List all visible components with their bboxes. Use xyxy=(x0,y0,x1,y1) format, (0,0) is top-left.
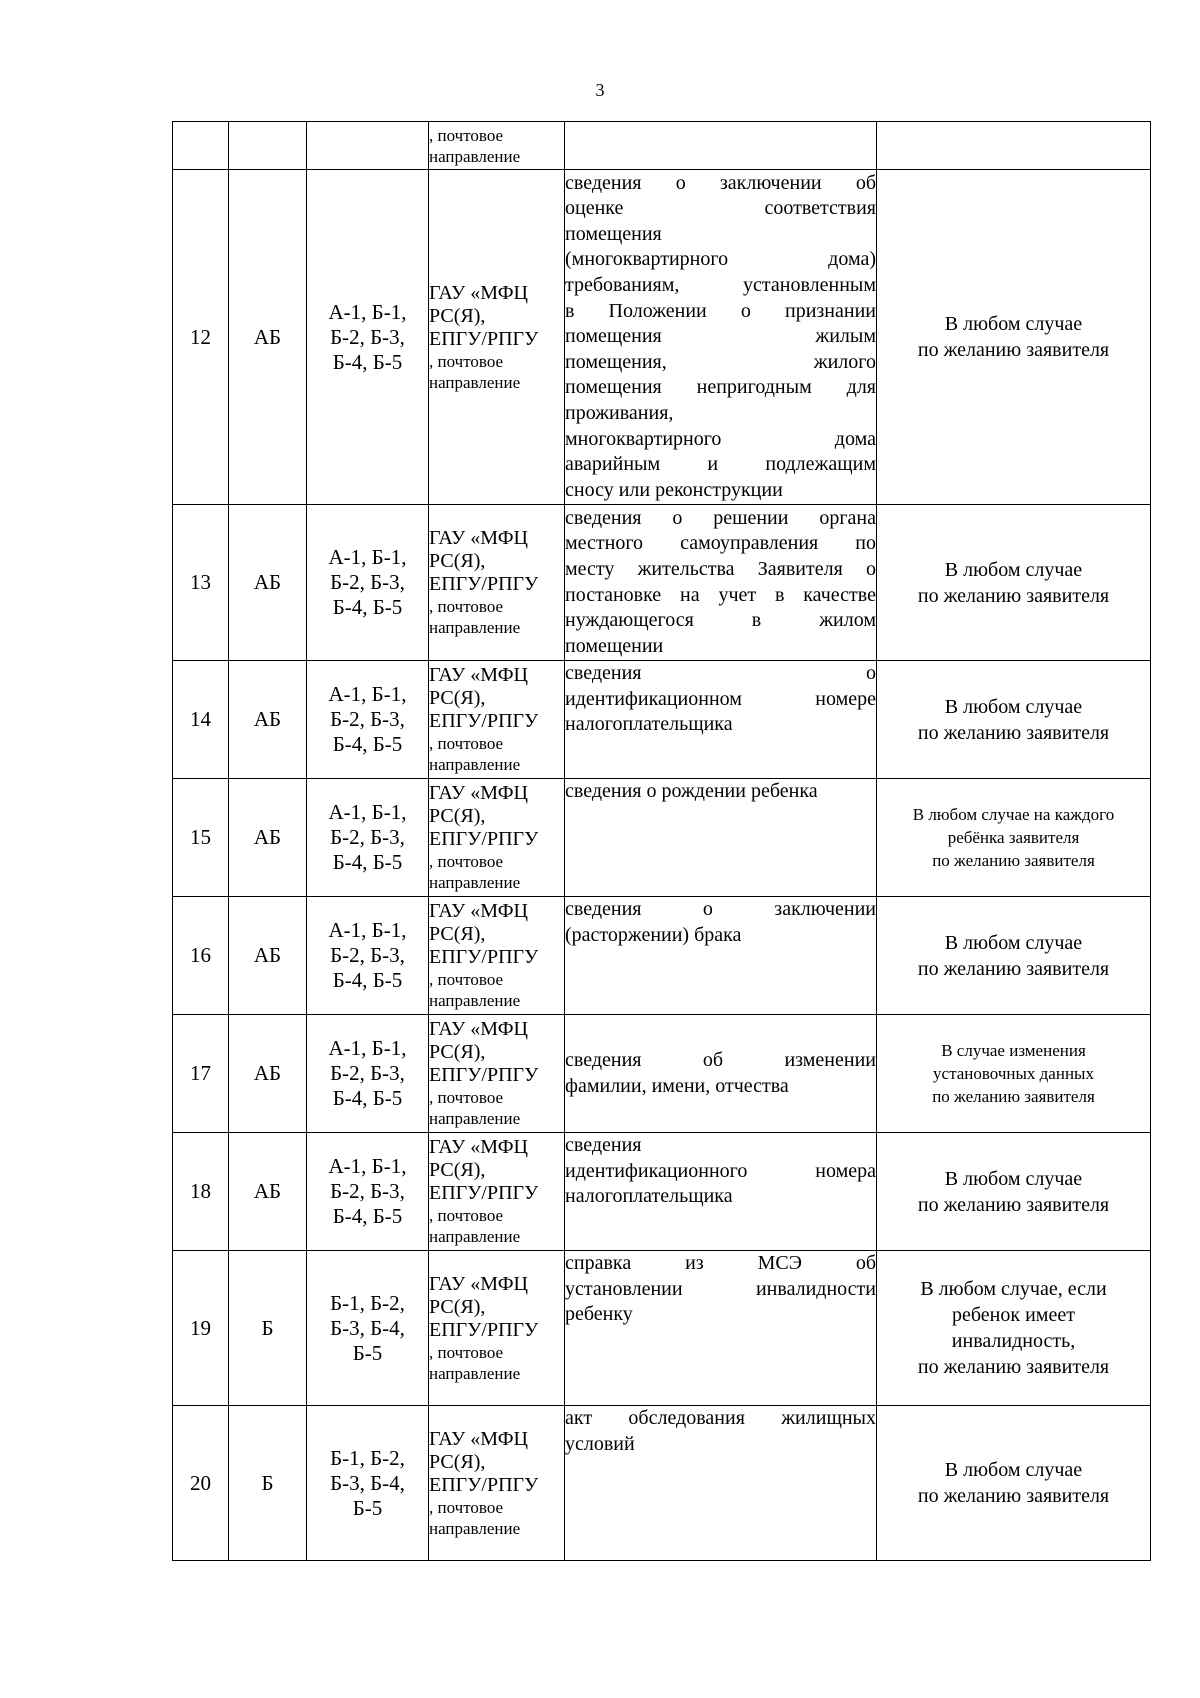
groups-cell xyxy=(307,661,429,779)
page-number: 3 xyxy=(595,80,605,100)
note-line: В любом случае xyxy=(944,1167,1083,1190)
groups-cell xyxy=(307,1133,429,1251)
note-cell xyxy=(877,505,1151,661)
table-row xyxy=(173,897,1151,1015)
source-cell xyxy=(429,661,565,779)
description-line: постановке на учет в качестве xyxy=(565,583,876,606)
group-line: А-1, Б-1, xyxy=(328,1154,407,1178)
source-cell xyxy=(429,1015,565,1133)
category-cell: Б xyxy=(229,1406,307,1561)
group-line: Б-2, Б-3, xyxy=(330,943,405,967)
source-line: , почтовое xyxy=(429,852,504,871)
group-line: Б-2, Б-3, xyxy=(330,324,405,349)
source-line: , почтовое xyxy=(429,1206,504,1225)
note-cell xyxy=(877,1133,1151,1251)
source-cell xyxy=(429,779,565,897)
group-line: Б-4, Б-5 xyxy=(332,349,403,374)
source-line: направление xyxy=(429,1109,521,1128)
note-line: ребенок имеет xyxy=(952,1304,1075,1326)
description-cell xyxy=(565,505,877,661)
note-line: по желанию заявителя xyxy=(917,584,1110,607)
groups-cell xyxy=(307,122,429,170)
table-row-continuation xyxy=(173,122,1151,170)
description-line: помещения, жилого xyxy=(565,350,876,373)
note-line: В любом случае xyxy=(944,931,1083,954)
source-line: РС(Я), xyxy=(429,304,486,327)
source-cell xyxy=(429,1251,565,1406)
description-line: проживания, xyxy=(565,401,674,424)
source-line: , почтовое xyxy=(429,597,504,616)
description-line: помещении xyxy=(565,634,664,657)
source-line: , почтовое xyxy=(429,125,504,145)
description-line: налогоплательщика xyxy=(565,1185,733,1208)
table-row xyxy=(173,1015,1151,1133)
group-line: Б-4, Б-5 xyxy=(332,732,403,756)
note-line: по желанию заявителя xyxy=(917,339,1110,361)
note-line: по желанию заявителя xyxy=(917,957,1110,980)
group-line: Б-4, Б-5 xyxy=(332,968,403,992)
source-line: РС(Я), xyxy=(429,1295,486,1318)
note-line: по желанию заявителя xyxy=(917,1485,1110,1507)
source-line: , почтовое xyxy=(429,351,504,371)
groups-cell xyxy=(307,1251,429,1406)
row-number: 16 xyxy=(173,897,229,1015)
note-line: по желанию заявителя xyxy=(917,1193,1110,1216)
description-cell xyxy=(565,661,877,779)
description-line: месту жительства Заявителя о xyxy=(565,557,876,580)
source-line: направление xyxy=(429,372,521,392)
table-row xyxy=(173,1133,1151,1251)
requirements-table xyxy=(172,121,1151,1561)
source-line: ЕПГУ/РПГУ xyxy=(429,1064,539,1086)
group-line: Б-2, Б-3, xyxy=(330,707,405,731)
source-line: направление xyxy=(429,618,521,637)
note-cell xyxy=(877,170,1151,505)
description-line: (многоквартирного дома) xyxy=(565,248,876,271)
description-line: налогоплательщика xyxy=(565,713,733,736)
description-line: сведения о заключении об xyxy=(565,171,876,194)
groups-cell xyxy=(307,170,429,505)
description-line: оценке соответствия xyxy=(565,197,876,220)
row-number: 19 xyxy=(173,1251,229,1406)
group-line: А-1, Б-1, xyxy=(328,682,407,706)
description-cell xyxy=(565,1015,877,1133)
source-line: РС(Я), xyxy=(429,1041,486,1063)
row-number: 18 xyxy=(173,1133,229,1251)
source-line: ЕПГУ/РПГУ xyxy=(429,1318,539,1341)
category-cell: Б xyxy=(229,1251,307,1406)
groups-cell xyxy=(307,779,429,897)
category-cell: АБ xyxy=(229,1133,307,1251)
source-line: ЕПГУ/РПГУ xyxy=(429,828,539,850)
source-line: направление xyxy=(429,755,521,774)
note-cell xyxy=(877,1406,1151,1561)
source-line: направление xyxy=(429,1227,521,1246)
source-line: ГАУ «МФЦ xyxy=(429,527,528,549)
description-line: местного самоуправления по xyxy=(565,532,876,555)
note-cell xyxy=(877,1015,1151,1133)
group-line: Б-3, Б-4, xyxy=(330,1470,405,1495)
source-line: РС(Я), xyxy=(429,1159,486,1181)
description-line: требованиям, установленным xyxy=(565,274,876,297)
description-cell xyxy=(565,779,877,897)
source-line: РС(Я), xyxy=(429,923,486,945)
description-line: сведения о xyxy=(565,662,876,684)
group-line: А-1, Б-1, xyxy=(328,800,407,824)
category-cell: АБ xyxy=(229,1015,307,1133)
category-cell xyxy=(229,122,307,170)
group-line: Б-2, Б-3, xyxy=(330,825,405,849)
table-row xyxy=(173,779,1151,897)
group-line: Б-3, Б-4, xyxy=(330,1315,405,1340)
description-line: фамилии, имени, отчества xyxy=(565,1074,789,1097)
description-line: (расторжении) брака xyxy=(565,923,742,946)
description-cell xyxy=(565,897,877,1015)
description-line: ребенку xyxy=(565,1303,633,1326)
note-cell xyxy=(877,122,1151,170)
description-line: акт обследования жилищных xyxy=(565,1407,876,1429)
source-cell xyxy=(429,897,565,1015)
table-row xyxy=(173,1406,1151,1561)
note-line: по желанию заявителя xyxy=(932,851,1095,870)
source-line: ЕПГУ/РПГУ xyxy=(429,710,539,732)
group-line: А-1, Б-1, xyxy=(328,1036,407,1060)
note-cell xyxy=(877,897,1151,1015)
description-line: идентификационного номера xyxy=(565,1159,876,1182)
description-line: многоквартирного дома xyxy=(565,427,876,450)
group-line: Б-4, Б-5 xyxy=(332,595,403,619)
description-line: сведения о рождении ребенка xyxy=(565,780,818,802)
source-cell xyxy=(429,170,565,505)
description-line: сносу или реконструкции xyxy=(565,478,783,501)
source-line: направление xyxy=(429,1363,521,1383)
category-cell: АБ xyxy=(229,661,307,779)
source-line: ЕПГУ/РПГУ xyxy=(429,327,539,350)
group-line: А-1, Б-1, xyxy=(328,918,407,942)
description-cell xyxy=(565,1133,877,1251)
note-line: В любом случае xyxy=(944,558,1083,581)
group-line: Б-4, Б-5 xyxy=(332,850,403,874)
source-line: направление xyxy=(429,991,521,1010)
source-line: РС(Я), xyxy=(429,1450,486,1473)
description-line: сведения об изменении xyxy=(565,1048,876,1071)
category-cell: АБ xyxy=(229,897,307,1015)
description-line: помещения xyxy=(565,222,662,245)
description-cell xyxy=(565,1251,877,1406)
table-row xyxy=(173,1251,1151,1406)
source-line: , почтовое xyxy=(429,734,504,753)
source-line: ГАУ «МФЦ xyxy=(429,1018,528,1040)
group-line: А-1, Б-1, xyxy=(328,545,407,569)
description-line: справка из МСЭ об xyxy=(565,1252,876,1274)
source-line: ГАУ «МФЦ xyxy=(429,664,528,686)
description-line: установлении инвалидности xyxy=(565,1277,876,1300)
row-number: 14 xyxy=(173,661,229,779)
group-line: Б-2, Б-3, xyxy=(330,1179,405,1203)
category-cell: АБ xyxy=(229,170,307,505)
source-line: ГАУ «МФЦ xyxy=(429,900,528,922)
note-cell xyxy=(877,661,1151,779)
source-line: ГАУ «МФЦ xyxy=(429,281,528,304)
source-line: ГАУ «МФЦ xyxy=(429,782,528,804)
note-line: по желанию заявителя xyxy=(917,721,1110,744)
group-line: Б-5 xyxy=(352,1340,383,1365)
row-number: 17 xyxy=(173,1015,229,1133)
groups-cell xyxy=(307,1406,429,1561)
description-line: помещения непригодным для xyxy=(565,376,876,399)
source-line: , почтовое xyxy=(429,970,504,989)
note-line: ребёнка заявителя xyxy=(947,828,1080,847)
description-line: условий xyxy=(565,1432,635,1455)
note-line: В любом случае xyxy=(944,313,1083,335)
note-cell xyxy=(877,1251,1151,1406)
group-line: Б-2, Б-3, xyxy=(330,1061,405,1085)
source-cell xyxy=(429,122,565,170)
table-row xyxy=(173,170,1151,505)
note-line: по желанию заявителя xyxy=(917,1356,1110,1378)
source-line: РС(Я), xyxy=(429,550,486,572)
description-line: сведения xyxy=(565,1134,642,1156)
source-line: , почтовое xyxy=(429,1497,504,1517)
description-line: нуждающегося в жилом xyxy=(565,609,876,632)
source-cell xyxy=(429,1406,565,1561)
description-cell xyxy=(565,1406,877,1561)
row-number: 15 xyxy=(173,779,229,897)
group-line: Б-5 xyxy=(352,1495,383,1520)
source-line: направление xyxy=(429,1518,521,1538)
group-line: Б-2, Б-3, xyxy=(330,570,405,594)
groups-cell xyxy=(307,1015,429,1133)
note-line: В любом случае на каждого xyxy=(912,805,1115,824)
description-line: сведения о заключении xyxy=(565,898,876,920)
note-line: В любом случае xyxy=(944,695,1083,718)
description-cell xyxy=(565,122,877,170)
description-cell xyxy=(565,170,877,505)
groups-cell xyxy=(307,897,429,1015)
note-line: В случае изменения xyxy=(941,1041,1086,1060)
source-cell xyxy=(429,1133,565,1251)
table-row xyxy=(173,505,1151,661)
description-line: в Положении о признании xyxy=(565,299,876,322)
category-cell: АБ xyxy=(229,505,307,661)
source-line: ГАУ «МФЦ xyxy=(429,1136,528,1158)
source-line: направление xyxy=(429,873,521,892)
source-line: ЕПГУ/РПГУ xyxy=(429,1182,539,1204)
note-line: по желанию заявителя xyxy=(932,1087,1095,1106)
groups-cell xyxy=(307,505,429,661)
num-cell xyxy=(173,122,229,170)
note-cell xyxy=(877,779,1151,897)
description-line: сведения о решении органа xyxy=(565,506,876,529)
source-line: ЕПГУ/РПГУ xyxy=(429,946,539,968)
source-line: РС(Я), xyxy=(429,687,486,709)
note-line: В любом случае, если xyxy=(920,1278,1107,1300)
group-line: А-1, Б-1, xyxy=(328,299,407,324)
source-line: направление xyxy=(429,146,521,166)
source-line: ЕПГУ/РПГУ xyxy=(429,573,539,595)
group-line: Б-1, Б-2, xyxy=(330,1445,405,1470)
row-number: 20 xyxy=(173,1406,229,1561)
note-line: В любом случае xyxy=(944,1459,1083,1481)
source-line: РС(Я), xyxy=(429,805,486,827)
row-number: 13 xyxy=(173,505,229,661)
source-line: ГАУ «МФЦ xyxy=(429,1272,528,1295)
note-line: инвалидность, xyxy=(951,1330,1076,1352)
group-line: Б-4, Б-5 xyxy=(332,1204,403,1228)
source-cell xyxy=(429,505,565,661)
source-line: , почтовое xyxy=(429,1088,504,1107)
group-line: Б-1, Б-2, xyxy=(330,1290,405,1315)
source-line: , почтовое xyxy=(429,1342,504,1362)
group-line: Б-4, Б-5 xyxy=(332,1086,403,1110)
description-line: идентификационном номере xyxy=(565,687,876,710)
source-line: ЕПГУ/РПГУ xyxy=(429,1473,539,1496)
row-number: 12 xyxy=(173,170,229,505)
description-line: помещения жилым xyxy=(565,325,876,348)
source-line: ГАУ «МФЦ xyxy=(429,1427,528,1450)
note-line: установочных данных xyxy=(933,1064,1094,1083)
category-cell: АБ xyxy=(229,779,307,897)
description-line: аварийным и подлежащим xyxy=(565,453,876,476)
table-row xyxy=(173,661,1151,779)
